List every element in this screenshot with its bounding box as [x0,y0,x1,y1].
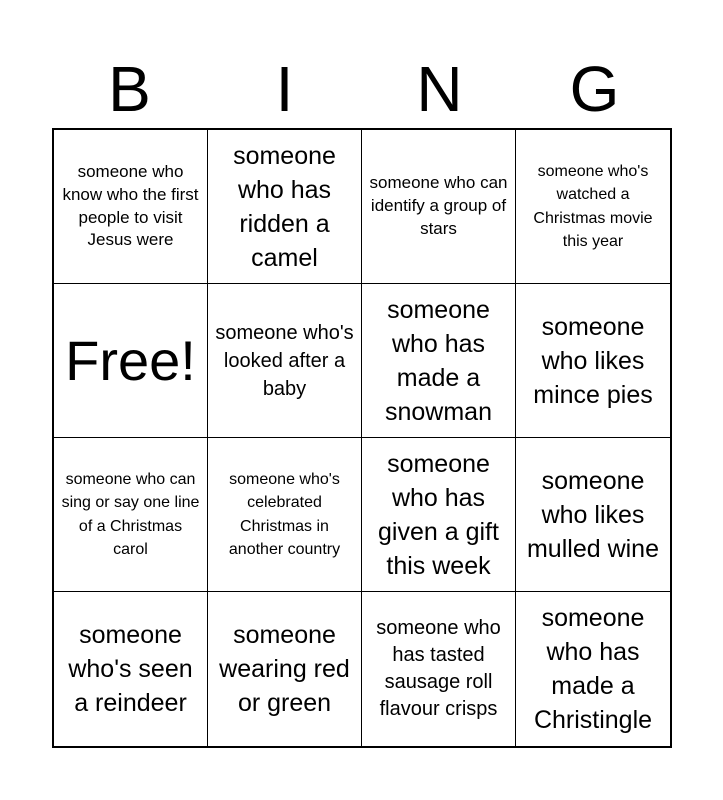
bingo-cell: someone who likes mince pies [516,284,670,438]
bingo-cell: someone who has tasted sausage roll flavour crisps [362,592,516,746]
bingo-header [52,50,672,128]
header-letter-i: I [275,53,294,125]
header-letter-b: B [108,53,151,125]
bingo-cell: someone who can identify a group of stars [362,130,516,284]
bingo-cell: someone wearing red or green [208,592,362,746]
free-space: Free! [54,284,208,438]
bingo-cell: someone who's seen a reindeer [54,592,208,746]
header-letter-n: N [416,53,463,125]
bingo-cell: someone who's celebrated Christmas in another country [208,438,362,592]
bingo-cell: someone who has made a snowman [362,284,516,438]
bingo-cell: someone who can sing or say one line of a Christmas carol [54,438,208,592]
bingo-cell: someone who know who the first people to visit Jesus were [54,130,208,284]
header-letter-g: G [569,53,620,125]
bingo-cell: someone who's watched a Christmas movie this year [516,130,670,284]
bingo-board [52,128,672,748]
bingo-cell: someone who has given a gift this week [362,438,516,592]
bingo-cell: someone who has made a Christingle [533,604,653,734]
bingo-cell: someone who has ridden a camel [208,130,362,284]
bingo-cell: someone who's looked after a baby [208,284,362,438]
bingo-cell: someone who likes mulled wine [516,438,670,592]
